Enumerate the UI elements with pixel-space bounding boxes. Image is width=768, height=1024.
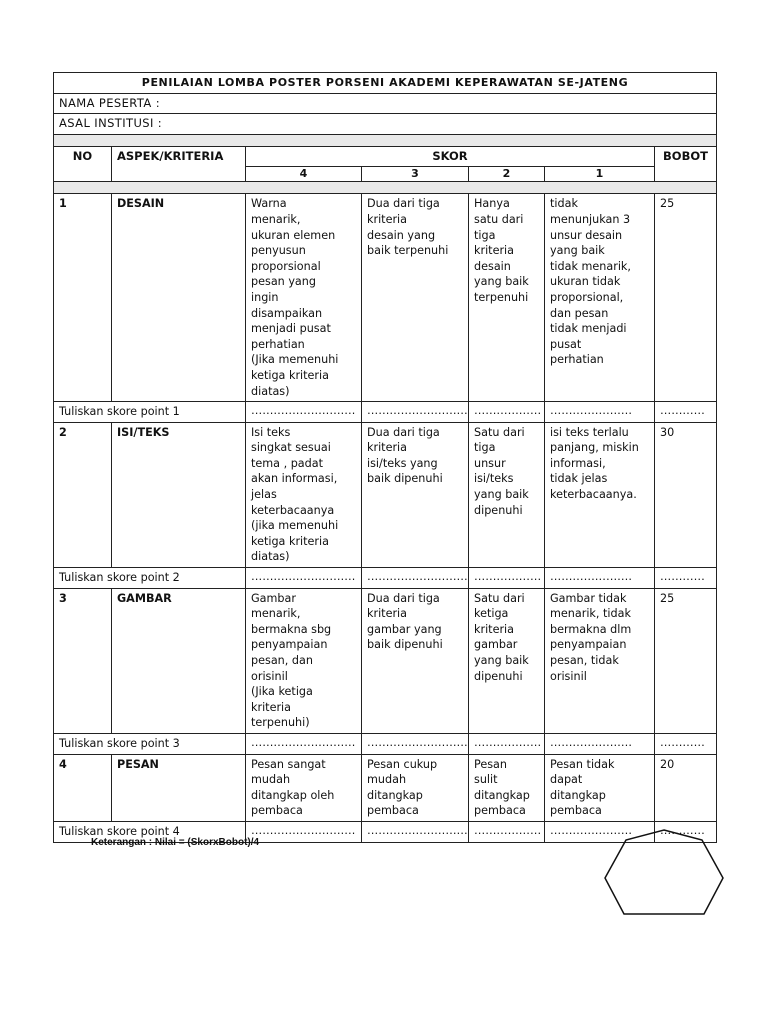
score-entry-blank[interactable]: ……………… (469, 402, 545, 423)
score-entry-blank[interactable]: …………………. (545, 821, 655, 842)
row-aspek: ISI/TEKS (112, 422, 246, 567)
row-skor-3: Dua dari tiga kriteria isi/teks yang baik dipenuhi (362, 422, 469, 567)
row-aspek: DESAIN (112, 194, 246, 402)
score-entry-blank[interactable]: …………………. (545, 733, 655, 754)
score-entry-label: Tuliskan skore point 2 (54, 568, 246, 589)
row-bobot: 25 (655, 588, 717, 733)
row-skor-3: Dua dari tiga kriteria desain yang baik terpenuhi (362, 194, 469, 402)
header-bobot: BOBOT (655, 146, 717, 182)
form-title: PENILAIAN LOMBA POSTER PORSENI AKADEMI KEPERAWATAN SE-JATENG (54, 73, 717, 94)
row-skor-4: Isi teks singkat sesuai tema , padat akan informasi, jelas keterbacaanya (jika memenuhi ketiga kriteria diatas) (246, 422, 362, 567)
row-no: 1 (54, 194, 112, 402)
header-skor: SKOR (246, 146, 655, 167)
header-skor-4: 4 (246, 167, 362, 182)
assessment-table (53, 72, 717, 843)
score-entry-blank[interactable]: ……………………… (362, 568, 469, 589)
score-entry-blank[interactable]: ………… (655, 568, 717, 589)
score-entry-blank[interactable]: ………………………. (246, 568, 362, 589)
row-bobot: 20 (655, 754, 717, 821)
spacer-row (54, 182, 717, 194)
criteria-body (54, 194, 717, 842)
row-skor-1: Pesan tidak dapat ditangkap pembaca (545, 754, 655, 821)
score-entry-blank[interactable]: ……………… (469, 568, 545, 589)
score-entry-blank[interactable]: ………………………. (246, 733, 362, 754)
score-entry-blank[interactable]: ………………………. (246, 821, 362, 842)
row-no: 3 (54, 588, 112, 733)
row-skor-1: Gambar tidak menarik, tidak bermakna dlm penyampaian pesan, tidak orisinil (545, 588, 655, 733)
criteria-row (54, 194, 717, 402)
row-skor-3: Pesan cukup mudah ditangkap pembaca (362, 754, 469, 821)
criteria-row (54, 588, 717, 733)
score-entry-blank[interactable]: ………… (655, 402, 717, 423)
criteria-row (54, 754, 717, 821)
score-entry-row (54, 568, 717, 589)
score-entry-blank[interactable]: ……………………… (362, 733, 469, 754)
heptagon-outline-icon (602, 828, 726, 918)
asal-institusi-field[interactable]: ASAL INSTITUSI : (54, 114, 717, 135)
row-no: 2 (54, 422, 112, 567)
nama-peserta-field[interactable]: NAMA PESERTA : (54, 93, 717, 114)
header-aspek: ASPEK/KRITERIA (112, 146, 246, 182)
row-skor-2: Satu dari tiga unsur isi/teks yang baik dipenuhi (469, 422, 545, 567)
row-no: 4 (54, 754, 112, 821)
assessment-sheet (53, 72, 716, 843)
spacer-row (54, 134, 717, 146)
row-skor-2: Hanya satu dari tiga kriteria desain yang baik terpenuhi (469, 194, 545, 402)
row-skor-2: Satu dari ketiga kriteria gambar yang baik dipenuhi (469, 588, 545, 733)
score-entry-row (54, 733, 717, 754)
keterangan-note: Keterangan : Nilai = (SkorxBobot)/4 (91, 837, 260, 848)
row-bobot: 30 (655, 422, 717, 567)
row-skor-4: Gambar menarik, bermakna sbg penyampaian pesan, dan orisinil (Jika ketiga kriteria terpenuhi) (246, 588, 362, 733)
score-entry-blank[interactable]: ………………………. (246, 402, 362, 423)
score-entry-blank[interactable]: ……………………… (362, 821, 469, 842)
row-skor-4: Warna menarik, ukuran elemen penyusun proporsional pesan yang ingin disampaikan menjadi pusat perhatian (Jika memenuhi ketiga kriteria diatas) (246, 194, 362, 402)
row-skor-1: isi teks terlalu panjang, miskin informasi, tidak jelas keterbacaanya. (545, 422, 655, 567)
header-skor-3: 3 (362, 167, 469, 182)
score-entry-label: Tuliskan skore point 1 (54, 402, 246, 423)
header-no: NO (54, 146, 112, 182)
score-entry-row (54, 402, 717, 423)
row-bobot: 25 (655, 194, 717, 402)
score-entry-blank[interactable]: …………………. (545, 402, 655, 423)
score-entry-label: Tuliskan skore point 4 (54, 821, 246, 842)
criteria-row (54, 422, 717, 567)
row-skor-3: Dua dari tiga kriteria gambar yang baik dipenuhi (362, 588, 469, 733)
score-entry-blank[interactable]: ………… (655, 733, 717, 754)
row-aspek: GAMBAR (112, 588, 246, 733)
score-entry-blank[interactable]: ………… (655, 821, 717, 842)
score-entry-blank[interactable]: ……………… (469, 733, 545, 754)
score-entry-blank[interactable]: …………………. (545, 568, 655, 589)
row-skor-1: tidak menunjukan 3 unsur desain yang baik tidak menarik, ukuran tidak proporsional, dan pesan tidak menjadi pusat perhatian (545, 194, 655, 402)
score-entry-label: Tuliskan skore point 3 (54, 733, 246, 754)
score-entry-blank[interactable]: ……………………… (362, 402, 469, 423)
header-skor-1: 1 (545, 167, 655, 182)
row-aspek: PESAN (112, 754, 246, 821)
score-entry-blank[interactable]: ……………… (469, 821, 545, 842)
row-skor-2: Pesan sulit ditangkap pembaca (469, 754, 545, 821)
header-skor-2: 2 (469, 167, 545, 182)
row-skor-4: Pesan sangat mudah ditangkap oleh pembaca (246, 754, 362, 821)
